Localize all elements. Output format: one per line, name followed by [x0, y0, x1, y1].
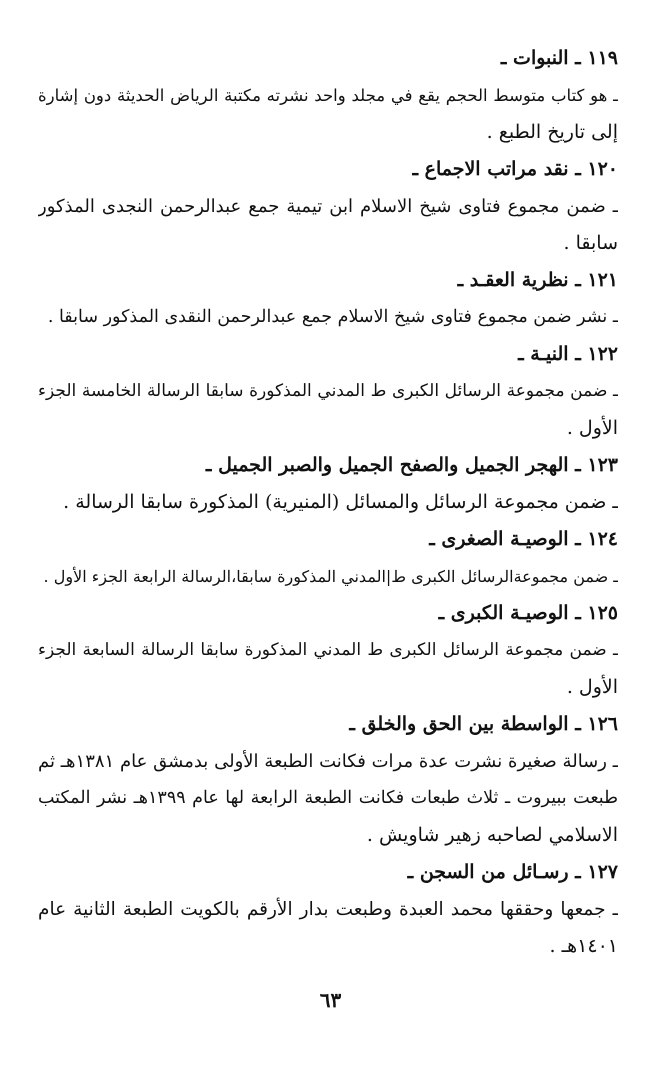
- page-body-text: [38, 40, 618, 965]
- entry-heading-123: ١٢٣ ـ الهجر الجميل والصفح الجميل والصبر الجميل ـ: [205, 454, 618, 476]
- entry-text-line: ـ ضمن مجموعةالرسائل الكبرى ط|المدني المذكورة سابقا،الرسالة الرابعة الجزء الأول .: [43, 567, 618, 586]
- entry-text-line: الأول .: [566, 417, 618, 439]
- entry-text-line: ـ رسالة صغيرة نشرت عدة مرات فكانت الطبعة الأولى بدمشق عام ١٣٨١هـ ثم: [38, 751, 618, 772]
- entry-heading-121: ١٢١ ـ نظرية العقـد ـ: [457, 269, 618, 291]
- entry-heading-119: ١١٩ ـ النبوات ـ: [500, 47, 618, 69]
- entry-heading-122: ١٢٢ ـ النيـة ـ: [518, 343, 618, 365]
- entry-text-line: سابقا .: [563, 232, 618, 254]
- entry-text-line: ـ ضمن مجموع فتاوى شيخ الاسلام ابن تيمية جمع عبدالرحمن النجدى المذكور: [38, 196, 618, 217]
- entry-text-line: ـ ضمن مجموعة الرسائل الكبرى ط المدني المذكورة سابقا الرسالة السابعة الجزء: [38, 640, 618, 660]
- entry-text-line: ـ نشر ضمن مجموع فتاوى شيخ الاسلام جمع عبدالرحمن النقدى المذكور سابقا .: [47, 307, 618, 327]
- entry-text-line: إلى تاريخ الطبع .: [486, 121, 618, 143]
- entry-text-line: طبعت ببيروت ـ ثلاث طبعات فكانت الطبعة الرابعة لها عام ١٣٩٩هـ نشر المكتب: [38, 788, 618, 808]
- entry-heading-125: ١٢٥ ـ الوصيـة الكبرى ـ: [438, 602, 618, 624]
- entry-heading-127: ١٢٧ ـ رسـائل من السجن ـ: [407, 861, 618, 883]
- entry-heading-120: ١٢٠ ـ نقد مراتب الاجماع ـ: [412, 158, 618, 180]
- entry-heading-126: ١٢٦ ـ الواسطة بين الحق والخلق ـ: [349, 713, 618, 735]
- page-number: ٦٣: [319, 988, 342, 1012]
- entry-text-line: ١٤٠١هـ .: [549, 935, 618, 957]
- entry-text-line: ـ هو كتاب متوسط الحجم يقع في مجلد واحد نشرته مكتبة الرياض الحديثة دون إشارة: [38, 86, 618, 105]
- entry-text-line: ـ ضمن مجموعة الرسائل والمسائل (المنيرية) المذكورة سابقا الرسالة .: [63, 491, 618, 513]
- entry-heading-124: ١٢٤ ـ الوصيـة الصغرى ـ: [429, 528, 618, 550]
- entry-text-line: الأول .: [566, 676, 618, 698]
- entry-text-line: ـ جمعها وحققها محمد العبدة وطبعت بدار الأرقم بالكويت الطبعة الثانية عام: [38, 899, 618, 920]
- entry-text-line: ـ ضمن مجموعة الرسائل الكبرى ط المدني المذكورة سابقا الرسالة الخامسة الجزء: [38, 381, 618, 401]
- entry-text-line: الاسلامي لصاحبه زهير شاويش .: [366, 824, 618, 846]
